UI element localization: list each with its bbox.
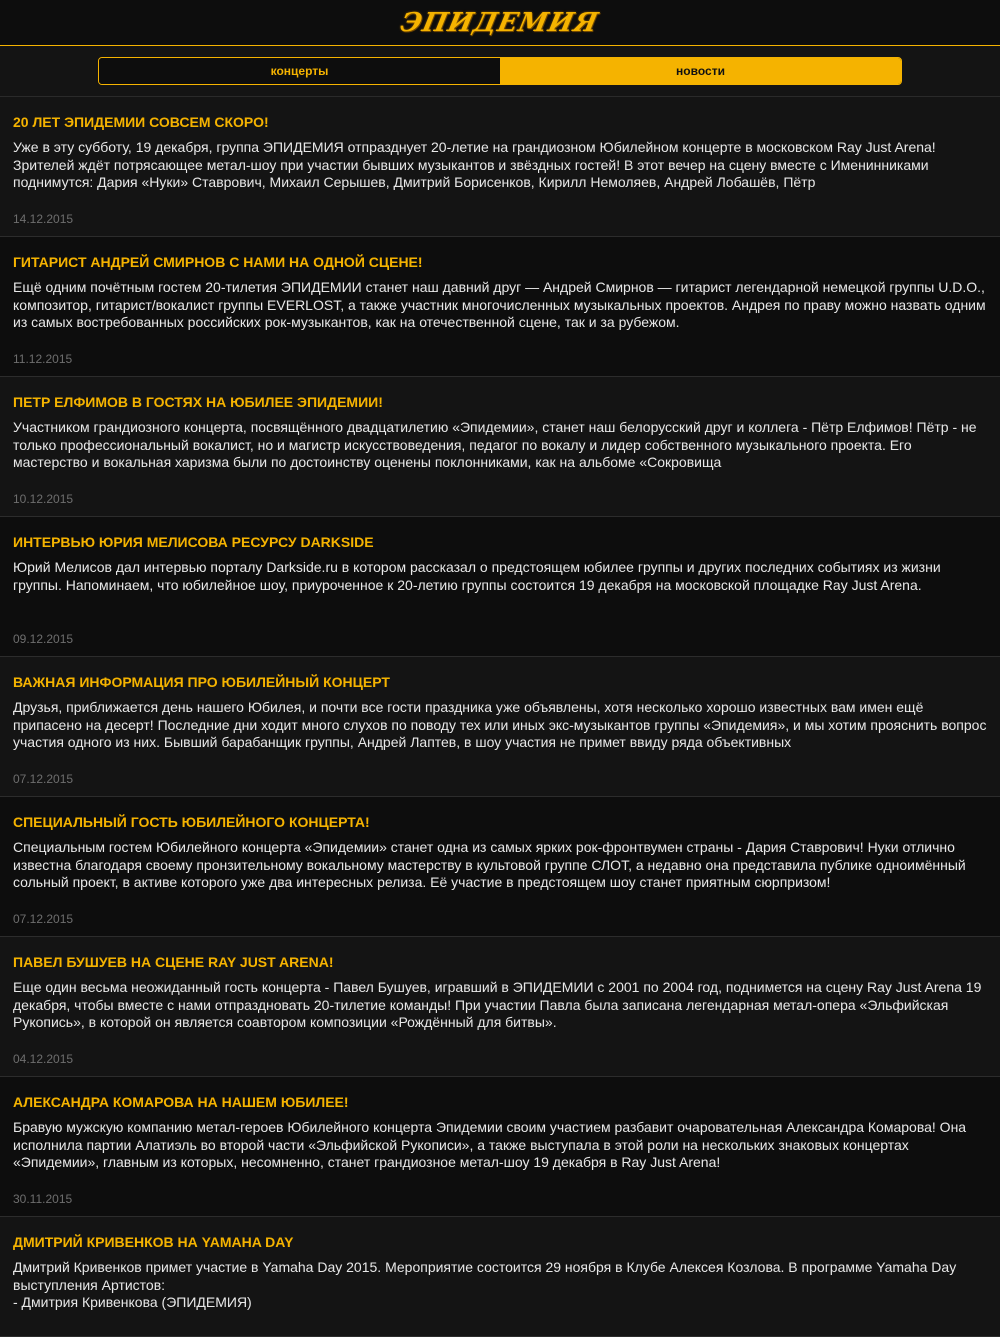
news-body: Ещё одним почётным гостем 20-тилетия ЭПИДЕМИИ станет наш давний друг — Андрей Смирнов — гитарист легендарной немецкой группы U.D.O., композитор, гитарист/вокалист группы EVERLOST, а также участник многочисленных музыкальных проектов. Андрея по праву можно назвать одним из самых востребованных российских рок-музыкантов, как на отечественной сцене, так и за рубежом. (13, 279, 986, 330)
segmented-control (98, 57, 902, 85)
news-item[interactable] (0, 1077, 1000, 1217)
news-item[interactable] (0, 517, 1000, 657)
news-body: Уже в эту субботу, 19 декабря, группа ЭПИДЕМИЯ отпразднует 20-летие на грандиозном Юбилейном концерте в московском Ray Just Arena! Зрителей ждёт потрясающее метал-шоу при участии бывших музыкантов и звёздных гостей! В этот вечер на сцену вместе с Именинниками поднимутся: Дария «Нуки» Ставрович, Михаил Серышев, Дмитрий Борисенков, Кирилл Немоляев, Андрей Лобашёв, Пётр (13, 139, 936, 190)
news-date: 14.12.2015 (13, 212, 74, 226)
app-header (0, 0, 1000, 46)
news-date: 30.11.2015 (13, 1192, 73, 1206)
news-title: ПАВЕЛ БУШУЕВ НА СЦЕНЕ RAY JUST ARENA! (13, 954, 334, 970)
news-item[interactable] (0, 1217, 1000, 1337)
tab-bar (0, 46, 1000, 97)
tab-news[interactable]: новости (500, 58, 901, 84)
news-body: Друзья, приближается день нашего Юбилея, и почти все гости праздника уже объявлены, хотя несколько хорошо известных вам имен ещё припасено на десерт! Последние дни ходит много слухов по поводу тех или иных экс-музыкантов группы «Эпидемия», и мы хотим прояснить вопрос участия одного из них. Бывший барабанщик группы, Андрей Лаптев, в шоу участия не примет ввиду ряда объективных (13, 699, 987, 750)
news-title: ВАЖНАЯ ИНФОРМАЦИЯ ПРО ЮБИЛЕЙНЫЙ КОНЦЕРТ (13, 674, 390, 690)
news-item[interactable] (0, 797, 1000, 937)
news-title: СПЕЦИАЛЬНЫЙ ГОСТЬ ЮБИЛЕЙНОГО КОНЦЕРТА! (13, 814, 370, 830)
news-title: ПЕТР ЕЛФИМОВ В ГОСТЯХ НА ЮБИЛЕЕ ЭПИДЕМИИ! (13, 394, 383, 410)
news-body: Специальным гостем Юбилейного концерта «Эпидемии» станет одна из самых ярких рок-фронтвумен страны - Дария Ставрович! Нуки отлично известна благодаря своему пронзительному вокальному мастерству в культовой группе СЛОТ, а недавно она представила публике одноимённый сольный проект, в активе которого уже два интересных релиза. Её участие в предстоящем шоу станет приятным сюрпризом! (13, 839, 966, 890)
news-item[interactable] (0, 657, 1000, 797)
news-title: ИНТЕРВЬЮ ЮРИЯ МЕЛИСОВА РЕСУРСУ DARKSIDE (13, 534, 374, 550)
news-date: 07.12.2015 (13, 772, 74, 786)
news-body: Дмитрий Кривенков примет участие в Yamaha Day 2015. Мероприятие состоится 29 ноября в Клубе Алексея Козлова. В программе Yamaha Day выступления Артистов: - Дмитрия Кривенкова (ЭПИДЕМИЯ) (13, 1259, 957, 1310)
news-date: 09.12.2015 (13, 632, 74, 646)
news-item[interactable] (0, 937, 1000, 1077)
news-body: Бравую мужскую компанию метал-героев Юбилейного концерта Эпидемии своим участием разбавит очаровательная Александра Комарова! Она исполнила партии Алатиэль во второй части «Эльфийской Рукописи», а также выступала в этой роли на нескольких знаковых концертах «Эпидемии», главным из которых, несомненно, станет грандиозное метал-шоу 19 декабря в Ray Just Arena! (13, 1119, 967, 1170)
news-title: ГИТАРИСТ АНДРЕЙ СМИРНОВ С НАМИ НА ОДНОЙ СЦЕНЕ! (13, 254, 423, 270)
news-item[interactable] (0, 377, 1000, 517)
news-body: Участником грандиозного концерта, посвящённого двадцатилетию «Эпидемии», станет наш белорусский друг и коллега - Пётр Елфимов! Пётр - не только профессиональный вокалист, но и магистр искусствоведения, педагог по вокалу и лидер собственного музыкального проекта. Его мастерство и вокальная харизма были по достоинству оценены поклонниками, как на альбоме «Сокровища (13, 419, 977, 470)
news-body: Юрий Мелисов дал интервью порталу Darkside.ru в котором рассказал о предстоящем юбилее группы и других последних событиях из жизни группы. Напоминаем, что юбилейное шоу, приуроченное к 20-летию группы состоится 19 декабря на московской площадке Ray Just Arena. (13, 559, 941, 593)
news-date: 10.12.2015 (13, 492, 74, 506)
news-list (0, 97, 1000, 1337)
news-title: АЛЕКСАНДРА КОМАРОВА НА НАШЕМ ЮБИЛЕЕ! (13, 1094, 349, 1110)
news-title: 20 ЛЕТ ЭПИДЕМИИ СОВСЕМ СКОРО! (13, 114, 269, 130)
news-date: 11.12.2015 (13, 352, 73, 366)
news-date: 07.12.2015 (13, 912, 74, 926)
news-title: ДМИТРИЙ КРИВЕНКОВ НА YAMAHA DAY (13, 1234, 294, 1250)
band-logo[interactable]: ЭПИДЕМИЯ (398, 7, 602, 38)
tab-concerts[interactable]: концерты (99, 58, 500, 84)
news-item[interactable] (0, 237, 1000, 377)
news-body: Еще один весьма неожиданный гость концерта - Павел Бушуев, игравший в ЭПИДЕМИИ с 2001 по 2004 год, поднимется на сцену Ray Just Arena 19 декабря, чтобы вместе с нами отпраздновать 20-тилетие команды! При участии Павла была записана легендарная метал-опера «Эльфийская Рукопись», в которой он является соавтором композиции «Рождённый для битвы». (13, 979, 982, 1030)
news-date: 04.12.2015 (13, 1052, 74, 1066)
news-item[interactable] (0, 97, 1000, 237)
